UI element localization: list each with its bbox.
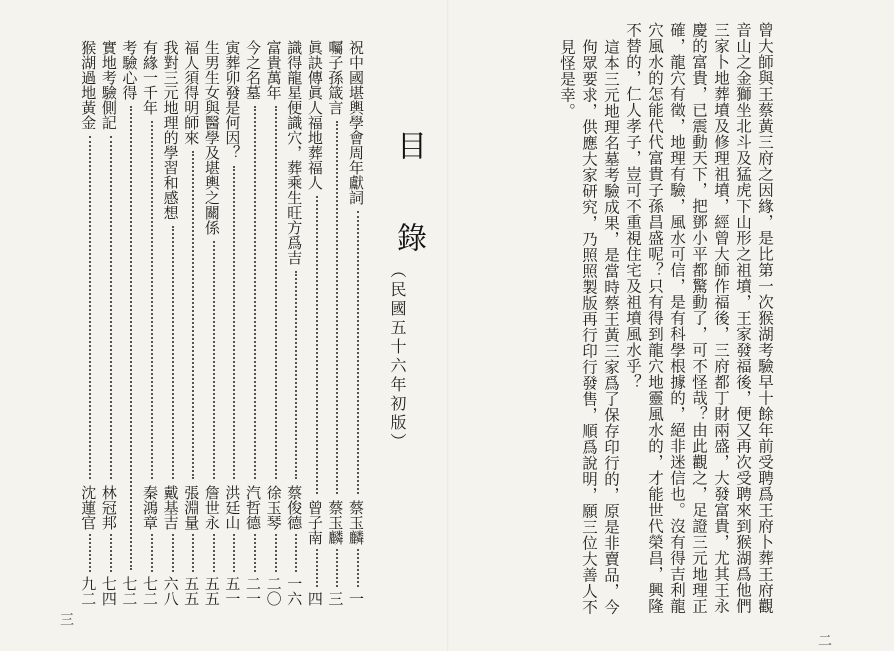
- toc-entry-title: 祝中國堪輿學會周年獻詞: [347, 40, 365, 205]
- toc-entry-page: 一六: [285, 576, 304, 606]
- toc-entry-author: 林冠邦: [99, 485, 118, 530]
- toc-entry-author: 詹世永: [202, 485, 221, 530]
- toc-entry-page: 七四: [99, 576, 118, 606]
- toc-entry[interactable]: [286, 40, 307, 606]
- toc-entry-author: 洪廷山: [223, 485, 242, 530]
- toc-entry-title: 猴湖過地黃金: [79, 40, 98, 130]
- toc-entry-page: 九二: [79, 576, 98, 606]
- toc-entry-author: 蔡俊德: [285, 485, 304, 530]
- toc-heading: 目錄: [391, 130, 426, 314]
- toc-entry[interactable]: [244, 40, 265, 606]
- toc-leader-dots: [172, 226, 174, 479]
- toc-entry-title: 囑子孫箴言: [326, 40, 345, 115]
- toc-entry[interactable]: [224, 40, 245, 606]
- toc-entry-title: 眞訣傳眞人福地葬福人: [305, 40, 324, 190]
- toc-entry-title: 我對三元地理的學習和感想: [161, 40, 180, 220]
- toc-entry[interactable]: [265, 40, 286, 606]
- toc-entry[interactable]: [80, 40, 101, 606]
- toc-entry-page: 七二: [141, 576, 159, 606]
- toc-leader-dots: [336, 549, 338, 587]
- toc-entry[interactable]: [203, 40, 224, 606]
- toc-leader-dots: [295, 534, 297, 572]
- toc-entry-author: 張淵量: [182, 485, 201, 530]
- toc-entry-title: 寅葬卯發是何因？: [223, 40, 242, 160]
- toc-leader-dots: [172, 534, 174, 572]
- toc-entry[interactable]: [162, 40, 183, 606]
- toc-leader-dots: [110, 534, 112, 572]
- toc-entry-page: 五五: [202, 576, 221, 606]
- toc-leader-dots: [233, 166, 235, 479]
- page-number-right: 二: [816, 633, 832, 647]
- toc-leader-dots: [89, 136, 91, 479]
- toc-entry[interactable]: [183, 40, 204, 606]
- edition-note: （民國五十六年初版）: [388, 262, 407, 452]
- toc-leader-dots: [316, 196, 318, 494]
- toc-entry-title: 福人須得明師來: [182, 40, 201, 145]
- toc-entry-author: 曾子南: [305, 500, 324, 545]
- toc-entry-title: 實地考驗側記: [99, 40, 118, 130]
- toc-entry-author: 蔡玉麟: [326, 500, 345, 545]
- toc-entry-page: 二〇: [264, 576, 283, 606]
- toc-entry-page: 五五: [182, 576, 201, 606]
- toc-entry[interactable]: [141, 40, 162, 606]
- toc-entry-title: 有緣一千年: [141, 40, 159, 115]
- toc-leader-dots: [192, 534, 194, 572]
- toc-entry-author: 沈蓮官: [79, 485, 98, 530]
- toc-leader-dots: [192, 151, 194, 479]
- toc-leader-dots: [254, 534, 256, 572]
- toc-leader-dots: [316, 549, 318, 587]
- preface-paragraph-2: 這本三元地理名墓考驗成果，是當時蔡王黃三家爲了保存印行的，原是非賣品，今佝眾要求，供應大家研究，乃照照製版再行印行發售，順爲說明，願三位大善人不見怪是幸。: [558, 39, 620, 616]
- toc-entry-page: 三: [326, 591, 345, 606]
- toc-leader-dots: [357, 211, 359, 494]
- preface-paragraph-1: 曾大師與王蔡黃三府之因緣，是比第一次猴湖考驗早十餘年前受聘爲王府卜葬王府觀音山之金獅坐北斗及猛虎下山形之祖墳，王家發福後，便又再次受聘來到猴湖爲他們三家卜地葬墳及修理祖墳，經曾大師作福後，三府都丁財兩盛，大發富貴，尤其王永慶的富貴，已震動天下，把鄧小平都驚動了，可不怪哉？由此觀之，足證三元地理正確，龍穴有徵，地理有驗，風水可信，是有科學根據的，絕非迷信也。沒有得吉利龍穴風水的怎能代代富貴子孫昌盛呢？只有得到龍穴地靈風水的，才能世代榮昌，興隆不替的，仁人孝子，豈可不重視住宅及祖墳風水乎？: [624, 22, 774, 614]
- page-number-left: 三: [58, 612, 74, 626]
- toc-entry[interactable]: [100, 40, 121, 606]
- toc-entry[interactable]: [121, 40, 142, 606]
- toc-entry-title: 生男生女與醫學及堪輿之關係: [202, 40, 221, 235]
- toc-leader-dots: [357, 549, 359, 587]
- toc-entry-page: 一: [347, 591, 365, 606]
- toc-leader-dots: [130, 106, 132, 570]
- toc-entry[interactable]: [327, 40, 348, 606]
- toc-entry-author: 汽哲德: [244, 485, 262, 530]
- toc-leader-dots: [151, 534, 153, 572]
- toc-entry-page: 二一: [244, 576, 262, 606]
- toc-leader-dots: [233, 534, 235, 572]
- toc-entry-author: 徐玉琴: [264, 485, 283, 530]
- toc-entry-author: 蔡玉麟: [347, 500, 365, 545]
- toc-leader-dots: [275, 106, 277, 479]
- toc-entry-title: 識得龍星便識穴，葬乘生旺方爲吉: [285, 40, 304, 265]
- toc-entry[interactable]: [306, 40, 327, 606]
- toc-entry-title: 今之名墓: [244, 40, 262, 100]
- toc-entry-title: 富貴萬年: [264, 40, 283, 100]
- toc-leader-dots: [336, 121, 338, 494]
- toc-leader-dots: [295, 271, 297, 479]
- toc-leader-dots: [110, 136, 112, 479]
- toc-leader-dots: [213, 534, 215, 572]
- toc-entry-title: 考驗心得: [120, 40, 139, 100]
- toc-entry-author: 秦鴻章: [141, 485, 159, 530]
- toc-entry-page: 四: [305, 591, 324, 606]
- toc-entry-page: 六八: [161, 576, 180, 606]
- toc-entry-page: 五一: [223, 576, 242, 606]
- toc-entry-author: 戴基吉: [161, 485, 180, 530]
- toc-leader-dots: [89, 534, 91, 572]
- toc-leader-dots: [275, 534, 277, 572]
- toc-leader-dots: [151, 121, 153, 479]
- toc-entry-page: 七二: [120, 576, 139, 606]
- toc-leader-dots: [213, 241, 215, 479]
- toc-leader-dots: [254, 106, 256, 479]
- toc-entry[interactable]: [347, 40, 368, 606]
- preface-text: [436, 22, 776, 622]
